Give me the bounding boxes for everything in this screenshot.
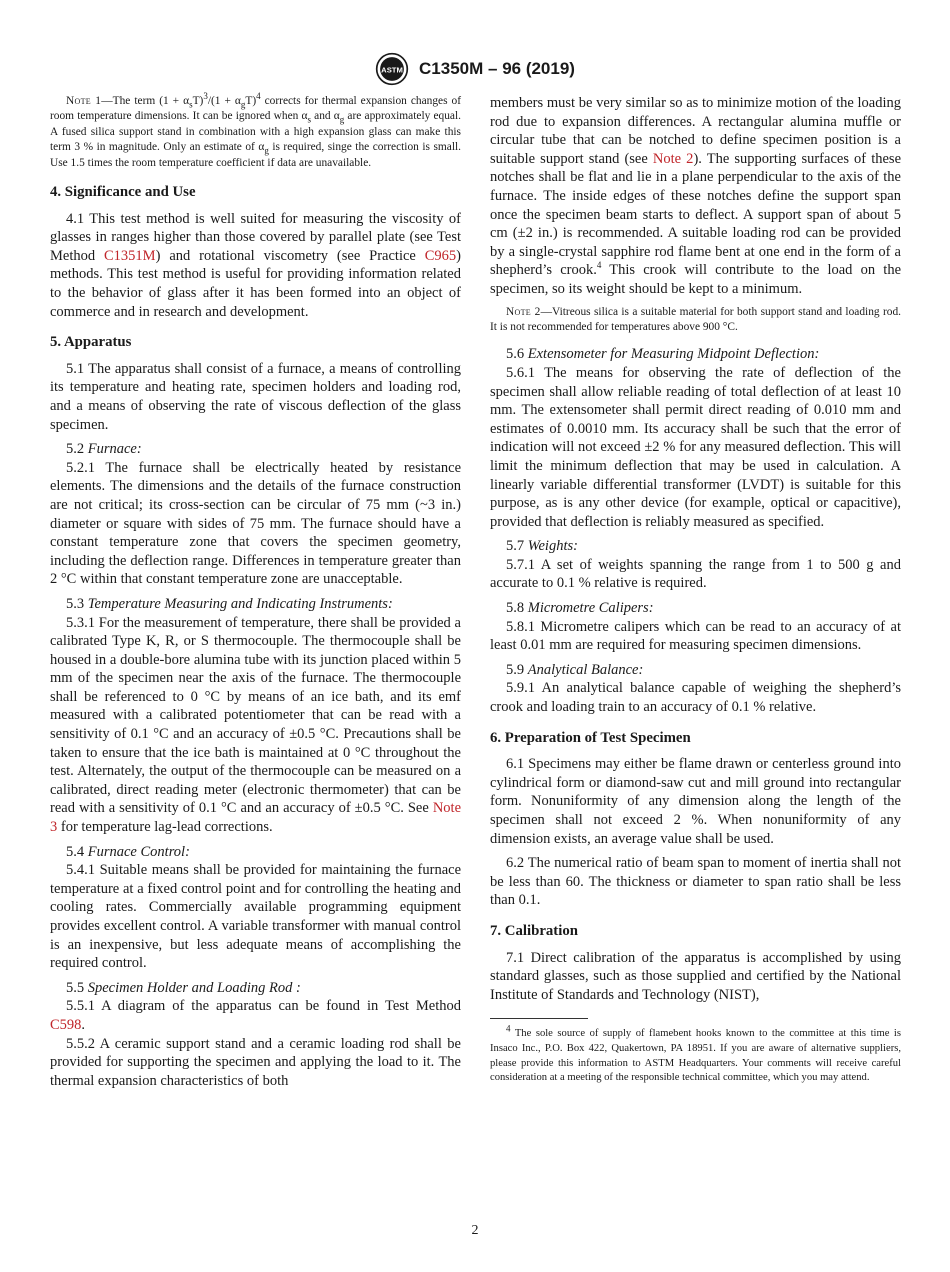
footnote-ref-4: 4 [596,260,602,271]
paragraph-5-9: 5.9 Analytical Balance: [506,661,644,678]
paragraph-5-1: 5.1 The apparatus shall consist of a furnace, a means of controlling its temperature and heating rate, specimen holders and loading rod, and a means of observing the rate of viscous deflection of the glass specimen. [50,360,461,433]
paragraph-5-7: 5.7 Weights: [506,538,578,555]
right-column [490,94,901,1086]
paragraph-5-6: 5.6 Extensometer for Measuring Midpoint Deflection: [506,346,820,363]
section-7-heading: 7. Calibration [490,922,578,939]
paragraph-5-4: 5.4 Furnace Control: [66,843,190,860]
section-4-heading: 4. Significance and Use [50,184,196,201]
left-column [50,91,462,1096]
note-2: Note 2—Vitreous silica is a suitable material for both support stand and loading rod. It is not recommended for temperatures above 900 °C. [490,305,901,333]
paragraph-5-2: 5.2 Furnace: [66,441,142,458]
astm-logo-icon [375,52,409,86]
page-header [0,52,950,86]
paragraph-5-7-1: 5.7.1 A set of weights spanning the range from 1 to 500 g and accurate to 0.1 % relative is required. [490,556,901,592]
paragraph-5-8: 5.8 Micrometre Calipers: [506,600,654,617]
link-c965[interactable]: C965 [424,247,457,264]
paragraph-5-8-1: 5.8.1 Micrometre calipers which can be read to an accuracy of at least 0.01 mm are required for measuring specimen dimensions. [490,618,901,654]
link-note-2[interactable]: Note 2 [652,150,694,167]
paragraph-5-6-1: 5.6.1 The means for observing the rate of deflection of the specimen shall allow reliable reading of total deflection of at least 10 mm. The extensometer shall permit direct reading of 0.010 mm and estimates of 0.0010 mm. Its accuracy shall be such that the error of indication will not exceed ±2 % for any measured deflection. This will limit the minimum deflection that may be used in calculation. A linearly variable differential transformer (LVDT) is suitable for this purpose, as is any other device (for example, optical or capacitive), provided that deflection is reliably measured as specified. [490,364,901,530]
paragraph-6-1: 6.1 Specimens may either be flame drawn or centerless ground into cylindrical form or diamond-saw cut and mill ground into rectangular form. Nonuniformity of any dimension along the length of the specimen shall not exceed 2 %. When nonuniformity of any dimension exists, an average value shall be used. [490,756,901,847]
footnote-divider [490,1018,588,1019]
link-c598[interactable]: C598 [50,1016,82,1033]
standard-designation: C1350M – 96 (2019) [419,59,575,78]
paragraph-4-1: 4.1 This test method is well suited for measuring the viscosity of glasses in ranges higher than those covered by parallel plate (see Test Method C1351M) and rotational viscometry (see Practice C965) methods. This test method is useful for providing information related to the behavior of glass after it has been formed into an object of commerce and in research and development. [50,210,462,320]
section-6-heading: 6. Preparation of Test Specimen [490,729,691,746]
paragraph-5-3: 5.3 Temperature Measuring and Indicating Instruments: [66,595,393,612]
page-number: 2 [471,1223,479,1238]
link-note-3[interactable]: Note 3 [50,800,461,836]
paragraph-5-5-2: 5.5.2 A ceramic support stand and a ceramic loading rod shall be provided for supporting the specimen and applying the load to it. The thermal expansion characteristics of both [50,1035,461,1089]
paragraph-5-5-2-continued: members must be very similar so as to minimize motion of the loading rod due to expansion differences. A rectangular alumina muffle or circular tube that can be notched to define specimen position is a suitable support stand (see Note 2). The supporting surfaces of these notches shall be flat and lie in a plane perpendicular to the axis of the furnace. The inside edges of these notches define the support span once the specimen beam starts to deflect. A support span of about 5 cm (±2 in.) is recommended. A suitable loading rod can be provided by a single-crystal sapphire rod flame bent at one end in the form of a shepherd’s crook.$^4$ This crook will contribute to the load on the specimen, so its weight should be kept to a minimum. [490,95,902,297]
paragraph-5-4-1: 5.4.1 Suitable means shall be provided for maintaining the furnace temperature at a fixed control point and for controlling the heating and cooling rates. Commercially available programming equipment provides excellent control. A variable transformer with manual control is an inexpensive, but less adequate means of accomplishing the required control. [50,862,461,972]
note-1: Note 1—The term $(1 + \alpha_sT)^3/(1 + \alpha_gT)^4$ corrects for thermal expansion changes of room temperature dimensions. It can be ignored when $\alpha_s$ and $\alpha_g$ are approximately equal. A fused silica support stand in combination with a high expansion glass can make this term 3 % in magnitude. Only an estimate of $\alpha_g$ is required, singe the correction is small. Use 1.5 times the room temperature coefficient if data are unavailable. [50,91,461,169]
section-5-heading: 5. Apparatus [50,334,132,351]
paragraph-7-1: 7.1 Direct calibration of the apparatus is accomplished by using standard glasses, such as those supplied and certified by the National Institute of Standards and Technology (NIST), [490,949,901,1003]
paragraph-5-5: 5.5 Specimen Holder and Loading Rod : [66,979,301,996]
paragraph-5-9-1: 5.9.1 An analytical balance capable of weighing the shepherd’s crook and loading train to an accuracy of 0.1 % relative. [490,680,901,716]
paragraph-6-2: 6.2 The numerical ratio of beam span to moment of inertia shall not be less than 60. The thickness or diameter to span ratio shall be less than 0.1. [490,855,901,909]
paragraph-5-3-1: 5.3.1 For the measurement of temperature, there shall be provided a calibrated Type K, R, or S thermocouple. The thermocouple shall be housed in a double-bore alumina tube with its junction placed within 5 mm of the specimen near the axis of the furnace. The thermocouple shall be referenced to 0 °C by means of an ice bath, and its emf measured with a calibrated potentiometer that can be read with a sensitivity of 0.1 °C and an accuracy of ±0.5 °C. Precautions shall be taken to ensure that the ice bath is maintained at 0 °C throughout the test. Alternately, the output of the thermocouple can be measured on a calibrated, direct reading meter (electronic thermometer) that can be read with a sensitivity of 0.1 °C and an accuracy of ±0.5 °C. See Note 3 for temperature lag-lead corrections. [50,614,461,836]
footnote-4: $^4$ The sole source of supply of flamebent hooks known to the committee at this time is Insaco Inc., P.O. Box 422, Quakertown, PA 18951. If you are aware of alternative suppliers, please provide this information to ASTM Headquarters. Your comments will receive careful consideration at a meeting of the responsible technical committee, which you may attend. [490,1023,901,1084]
link-c1351m[interactable]: C1351M [104,247,156,264]
paragraph-5-2-1: 5.2.1 The furnace shall be electrically heated by resistance elements. The dimensions and the details of the furnace construction are not critical; its cross-section can be circular of 75 mm (~3 in.) diameter or square with sides of 75 mm. The furnace should have a constant temperature zone that covers the specimen geometry, including the deflection range. Differences in temperature greater than 2 °C within that constant temperature zone are unacceptable. [50,459,461,588]
paragraph-5-5-1: 5.5.1 A diagram of the apparatus can be found in Test Method C598. [50,998,461,1033]
svg-text:ASTM: ASTM [381,65,403,75]
